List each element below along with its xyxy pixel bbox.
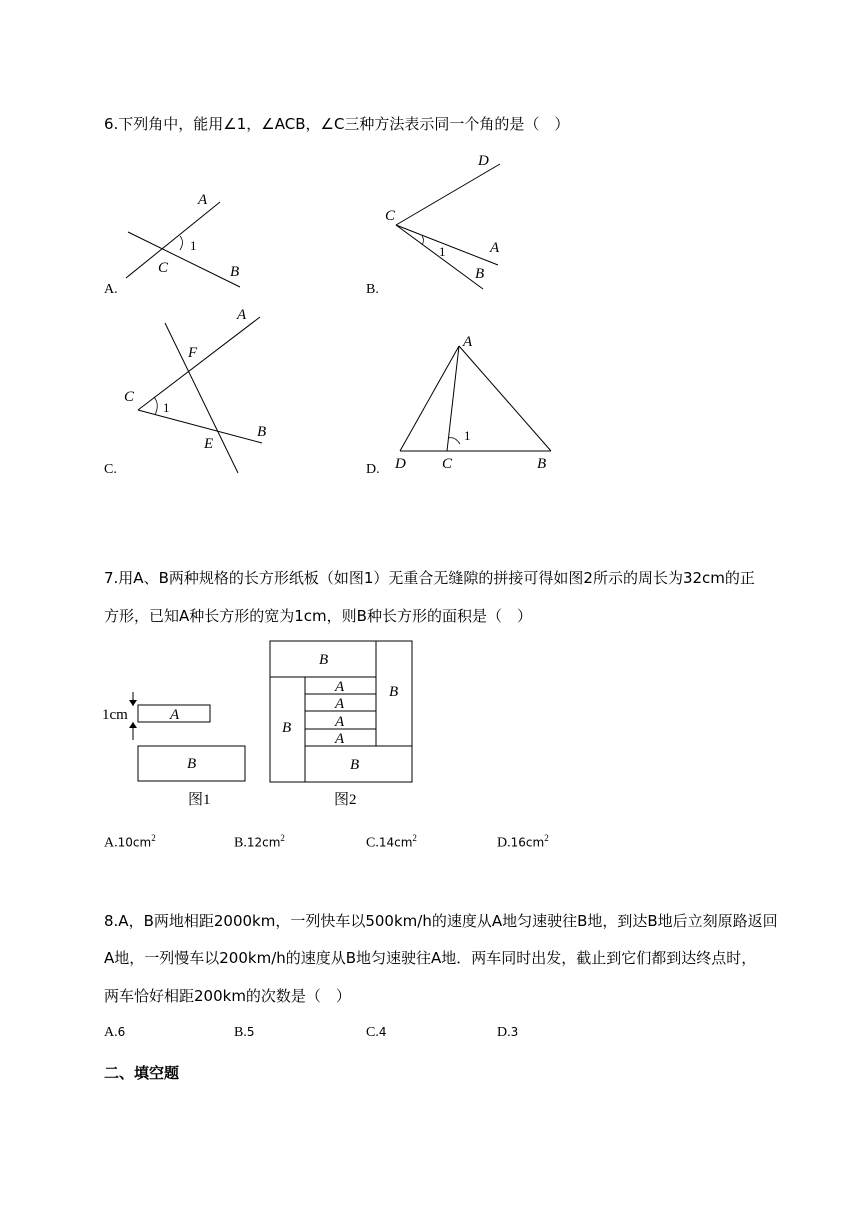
q6-option-b: B. [366, 282, 379, 297]
q8-stem-line2: A地，一列慢车以200km/h的速度从B地匀速驶往A地．两车同时出发，截止到它们都到达终点时， [104, 949, 757, 967]
q8-option-b: B.5 [234, 1025, 255, 1040]
label-d: D [478, 153, 489, 169]
label-angle-1: 1 [464, 428, 471, 443]
label-angle-1: 1 [439, 244, 446, 259]
q7-stem-line2: 方形，已知A种长方形的宽为1cm，则B种长方形的面积是（ ） [104, 607, 532, 625]
q6-option-c: C. [104, 462, 117, 477]
q6-figure-c [118, 300, 278, 480]
rect-b-label: B [187, 756, 197, 772]
label-a: A [463, 334, 473, 350]
q7-option-a: $A.10cm^2$ [104, 833, 156, 851]
a-label: A [335, 696, 345, 712]
q6-figure-b [380, 148, 520, 293]
q8-option-c: C.4 [366, 1025, 387, 1040]
q7-stem-line1: 7.用A、B两种规格的长方形纸板（如图1）无重合无缝隙的拼接可得如图2所示的周长为32cm的正 [104, 569, 755, 587]
q6-stem: 6.下列角中，能用∠1，∠ACB，∠C三种方法表示同一个角的是（ ） [104, 115, 570, 133]
width-label-1cm: 1cm [102, 707, 128, 723]
left-b-label: B [282, 720, 292, 736]
label-angle-1: 1 [163, 400, 170, 415]
label-a: A [490, 240, 500, 256]
label-c: C [158, 260, 169, 276]
q7-option-c: $C.14cm^2$ [366, 833, 417, 851]
q6-figure-d [390, 330, 560, 475]
q8-option-a: A.6 [104, 1025, 126, 1040]
a-label: A [335, 714, 345, 730]
label-c: C [442, 456, 453, 472]
q7-figure-1 [100, 688, 260, 808]
figure-1-caption: 图1 [188, 792, 211, 808]
rect-a-label: A [170, 707, 180, 723]
a-label: A [335, 679, 345, 695]
right-b-label: B [389, 684, 399, 700]
label-a: A [198, 192, 208, 208]
label-f: F [188, 345, 198, 361]
label-b: B [475, 266, 485, 282]
q6-figure-a [100, 180, 270, 295]
q6-option-a: A. [104, 282, 118, 297]
label-b: B [230, 264, 240, 280]
figure-2-caption: 图2 [334, 792, 357, 808]
q7-figure-2 [268, 640, 418, 810]
label-e: E [204, 436, 214, 452]
q7-option-b: $B.12cm^2$ [234, 833, 285, 851]
label-angle-1: 1 [190, 238, 197, 253]
q8-stem-line3: 两车恰好相距200km的次数是（ ） [104, 987, 351, 1005]
q7-option-d: $D.16cm^2$ [497, 833, 549, 851]
label-b: B [537, 456, 547, 472]
label-a: A [237, 307, 247, 323]
label-d: D [395, 456, 406, 472]
a-label: A [335, 731, 345, 747]
top-b-label: B [319, 652, 329, 668]
q8-stem-line1: 8.A，B两地相距2000km，一列快车以500km/h的速度从A地匀速驶往B地，到达B地后立刻原路返回 [104, 912, 778, 930]
bottom-b-label: B [350, 757, 360, 773]
label-c: C [124, 389, 135, 405]
label-b: B [257, 424, 267, 440]
q8-option-d: D.3 [497, 1025, 519, 1040]
section-heading: 二、填空题 [104, 1064, 180, 1082]
q6-option-d: D. [366, 462, 380, 477]
label-c: C [385, 208, 396, 224]
